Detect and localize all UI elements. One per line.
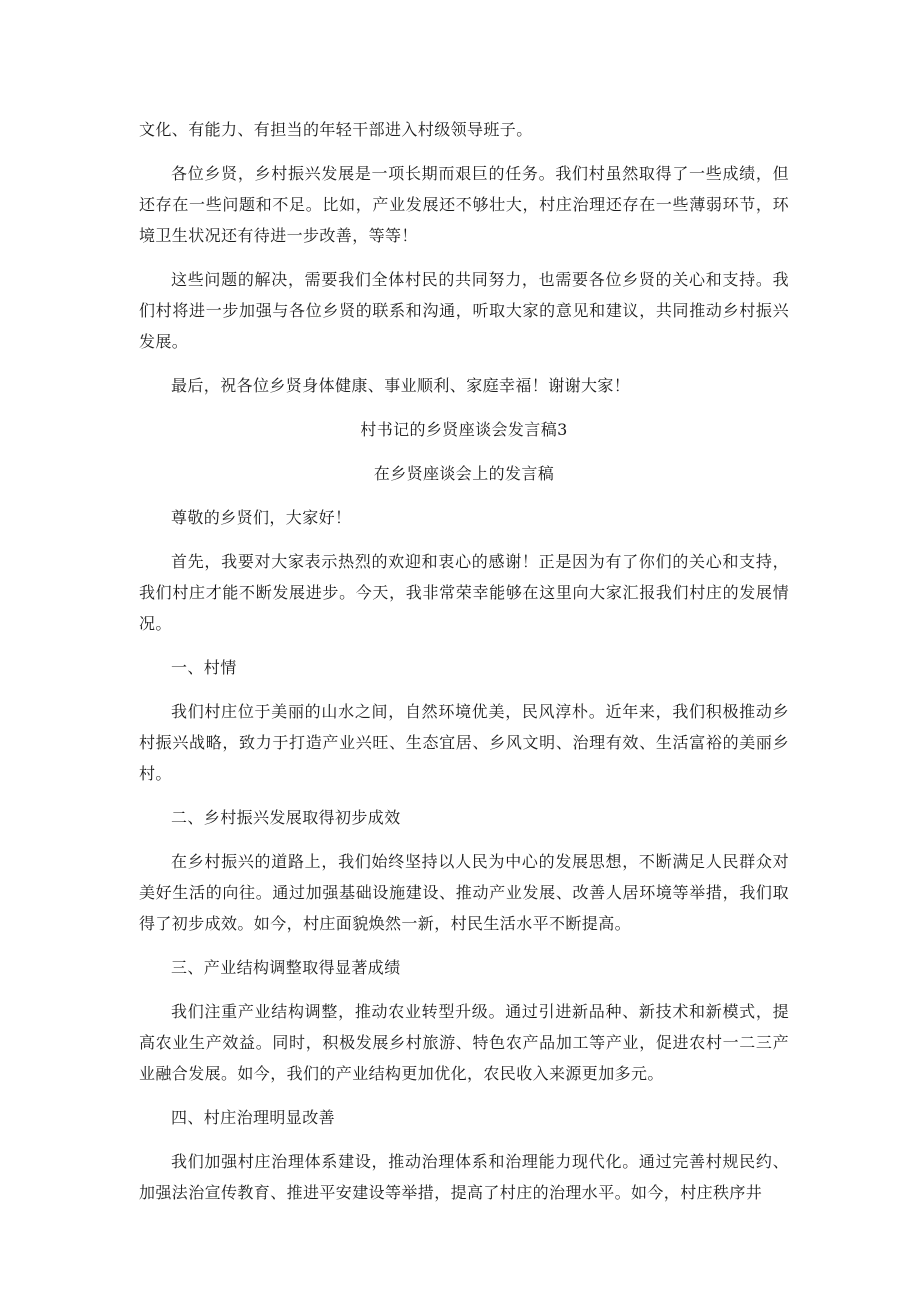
heading-village-governance: 四、村庄治理明显改善 bbox=[171, 1108, 336, 1127]
paragraph-industry-structure: 我们注重产业结构调整，推动农业转型升级。通过引进新品种、新技术和新模式，提高农业生产效益。同时，积极发展乡村旅游、特色农产品加工等产业，促进农村一二三产业融合发展。如今，我们的产业结构更加优化，农民收入来源更加多元。 bbox=[139, 1002, 789, 1083]
paragraph-village-situation: 我们村庄位于美丽的山水之间，自然环境优美，民风淳朴。近年来，我们积极推动乡村振兴战略，致力于打造产业兴旺、生态宜居、乡风文明、治理有效、生活富裕的美丽乡村。 bbox=[139, 702, 789, 783]
section-title: 村书记的乡贤座谈会发言稿3 bbox=[360, 420, 568, 439]
heading-village-situation: 一、村情 bbox=[171, 658, 237, 677]
paragraph-continued: 文化、有能力、有担当的年轻干部进入村级领导班子。 bbox=[139, 120, 533, 139]
heading-industry-structure: 三、产业结构调整取得显著成绩 bbox=[171, 958, 401, 977]
speech-title: 在乡贤座谈会上的发言稿 bbox=[373, 464, 555, 483]
document-body bbox=[139, 114, 789, 1208]
paragraph-closing-wishes: 最后，祝各位乡贤身体健康、事业顺利、家庭幸福！谢谢大家！ bbox=[171, 376, 631, 395]
paragraph-solutions: 这些问题的解决，需要我们全体村民的共同努力，也需要各位乡贤的关心和支持。我们村将进一步加强与各位乡贤的联系和沟通，听取大家的意见和建议，共同推动乡村振兴发展。 bbox=[139, 270, 789, 351]
heading-initial-results: 二、乡村振兴发展取得初步成效 bbox=[171, 808, 401, 827]
salutation: 尊敬的乡贤们，大家好！ bbox=[171, 508, 352, 527]
paragraph-village-governance: 我们加强村庄治理体系建设，推动治理体系和治理能力现代化。通过完善村规民约、加强法治宣传教育、推进平安建设等举措，提高了村庄的治理水平。如今，村庄秩序井 bbox=[139, 1152, 789, 1202]
paragraph-welcome: 首先，我要对大家表示热烈的欢迎和衷心的感谢！正是因为有了你们的关心和支持，我们村庄才能不断发展进步。今天，我非常荣幸能够在这里向大家汇报我们村庄的发展情况。 bbox=[139, 552, 789, 633]
paragraph-tasks-and-problems: 各位乡贤，乡村振兴发展是一项长期而艰巨的任务。我们村虽然取得了一些成绩，但还存在一些问题和不足。比如，产业发展还不够壮大，村庄治理还存在一些薄弱环节，环境卫生状况还有待进一步改善，等等！ bbox=[139, 164, 789, 245]
paragraph-initial-results: 在乡村振兴的道路上，我们始终坚持以人民为中心的发展思想，不断满足人民群众对美好生活的向往。通过加强基础设施建设、推动产业发展、改善人居环境等举措，我们取得了初步成效。如今，村庄面貌焕然一新，村民生活水平不断提高。 bbox=[139, 852, 789, 933]
